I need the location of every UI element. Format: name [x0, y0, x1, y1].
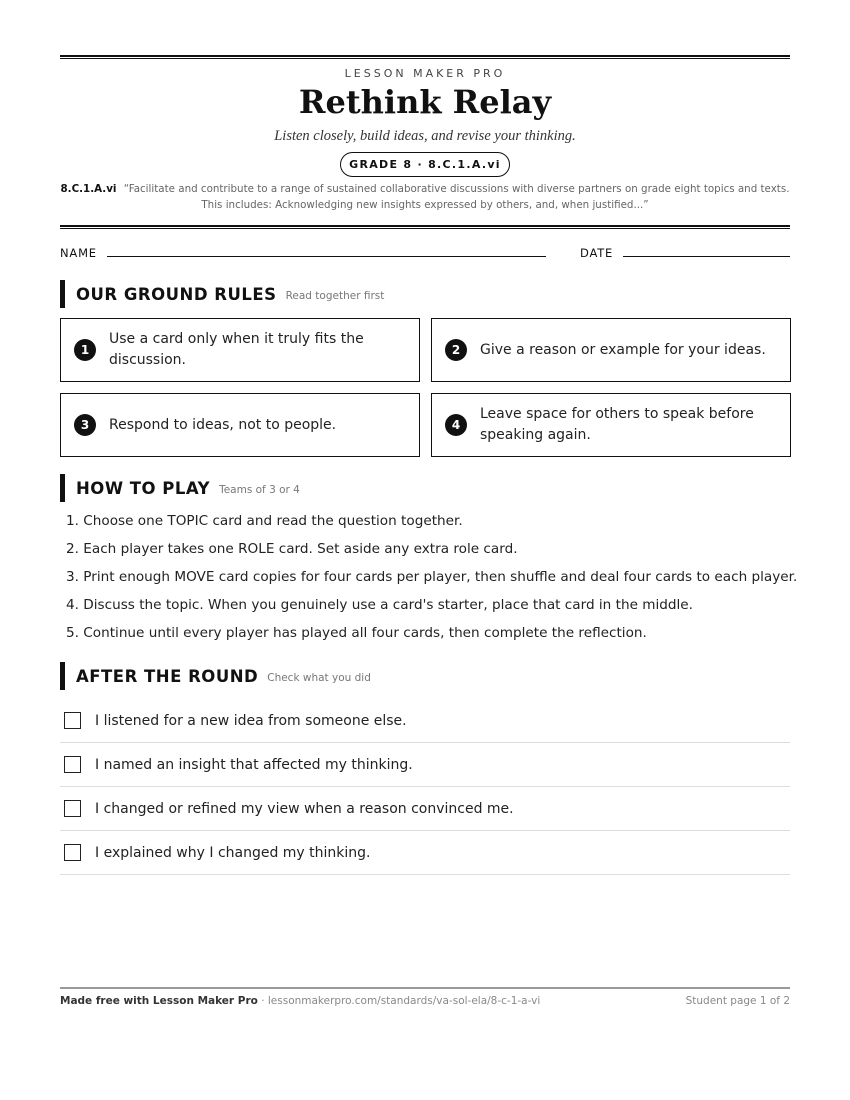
name-field[interactable] — [107, 256, 546, 257]
name-label: NAME — [60, 246, 97, 260]
footer-url[interactable]: · lessonmakerpro.com/standards/va-sol-ela/8-c-1-a-vi — [257, 995, 541, 1007]
worksheet-page — [60, 0, 798, 1100]
reflection-checkbox[interactable] — [64, 756, 81, 773]
reflection-item — [60, 787, 790, 831]
standard-description — [60, 181, 790, 213]
ground-rule-card — [60, 318, 420, 382]
footer-rule — [60, 987, 790, 989]
reflection-checkbox[interactable] — [64, 712, 81, 729]
date-field[interactable] — [623, 256, 790, 257]
rule-number-badge: 4 — [445, 414, 467, 436]
reflection-item — [60, 743, 790, 787]
instruction-step: 2. Each player takes one ROLE card. Set aside any extra role card. — [66, 541, 518, 557]
ground-rules-note: Read together first — [285, 289, 385, 302]
ground-rule-card — [60, 393, 420, 457]
instruction-step: 4. Discuss the topic. When you genuinely use a card's starter, place that card in the middle. — [66, 597, 693, 613]
after-round-heading — [60, 662, 371, 690]
rule-text: Give a reason or example for your ideas. — [480, 341, 766, 358]
section-marker-bar — [60, 280, 65, 308]
ground-rule-card — [431, 393, 791, 457]
ground-rules-heading — [60, 280, 384, 308]
brand-name: LESSON MAKER PRO — [344, 67, 506, 80]
top-double-rule — [60, 55, 790, 59]
reflection-text: I named an insight that affected my thinking. — [95, 756, 413, 773]
page-subtitle: Listen closely, build ideas, and revise your thinking. — [274, 128, 576, 144]
how-to-play-note: Teams of 3 or 4 — [219, 483, 300, 496]
reflection-item — [60, 831, 790, 875]
footer-made-with: Made free with Lesson Maker Pro — [60, 995, 258, 1007]
rule-text: Respond to ideas, not to people. — [109, 416, 337, 433]
reflection-text: I changed or refined my view when a reason convinced me. — [95, 800, 514, 817]
instruction-step: 5. Continue until every player has played all four cards, then complete the reflection. — [66, 625, 647, 641]
ground-rules-title: OUR GROUND RULES — [76, 284, 277, 304]
standard-code: 8.C.1.A.vi — [60, 183, 117, 195]
rule-number-badge: 1 — [74, 339, 96, 361]
header-bottom-double-rule — [60, 225, 790, 229]
footer-credit — [60, 995, 540, 1007]
reflection-text: I explained why I changed my thinking. — [95, 844, 371, 861]
section-marker-bar — [60, 474, 65, 502]
after-round-note: Check what you did — [267, 671, 371, 684]
reflection-checkbox[interactable] — [64, 800, 81, 817]
rule-number-badge: 2 — [445, 339, 467, 361]
reflection-text: I listened for a new idea from someone else. — [95, 712, 407, 729]
grade-standard-badge: GRADE 8 · 8.C.1.A.vi — [340, 152, 510, 177]
ground-rule-card — [431, 318, 791, 382]
rule-number-badge: 3 — [74, 414, 96, 436]
how-to-play-title: HOW TO PLAY — [76, 478, 211, 498]
reflection-item — [60, 699, 790, 743]
instruction-step: 3. Print enough MOVE card copies for four cards per player, then shuffle and deal four cards to each player. — [66, 569, 798, 585]
instructions-list — [66, 510, 798, 650]
date-label: DATE — [580, 246, 614, 260]
how-to-play-heading — [60, 474, 300, 502]
reflection-checkbox[interactable] — [64, 844, 81, 861]
rule-text: Leave space for others to speak before speaking again. — [480, 406, 754, 443]
rule-text: Use a card only when it truly fits the discussion. — [109, 331, 364, 368]
section-marker-bar — [60, 662, 65, 690]
standard-text: “Facilitate and contribute to a range of sustained collaborative discussions with diverse partners on grade eight topics and texts. This includes: Acknowledging new insights expressed by others, and, when justified...” — [123, 183, 790, 211]
footer-page-number: Student page 1 of 2 — [685, 995, 790, 1007]
page-title: Rethink Relay — [298, 83, 552, 121]
instruction-step: 1. Choose one TOPIC card and read the question together. — [66, 513, 463, 529]
after-round-title: AFTER THE ROUND — [76, 666, 259, 686]
